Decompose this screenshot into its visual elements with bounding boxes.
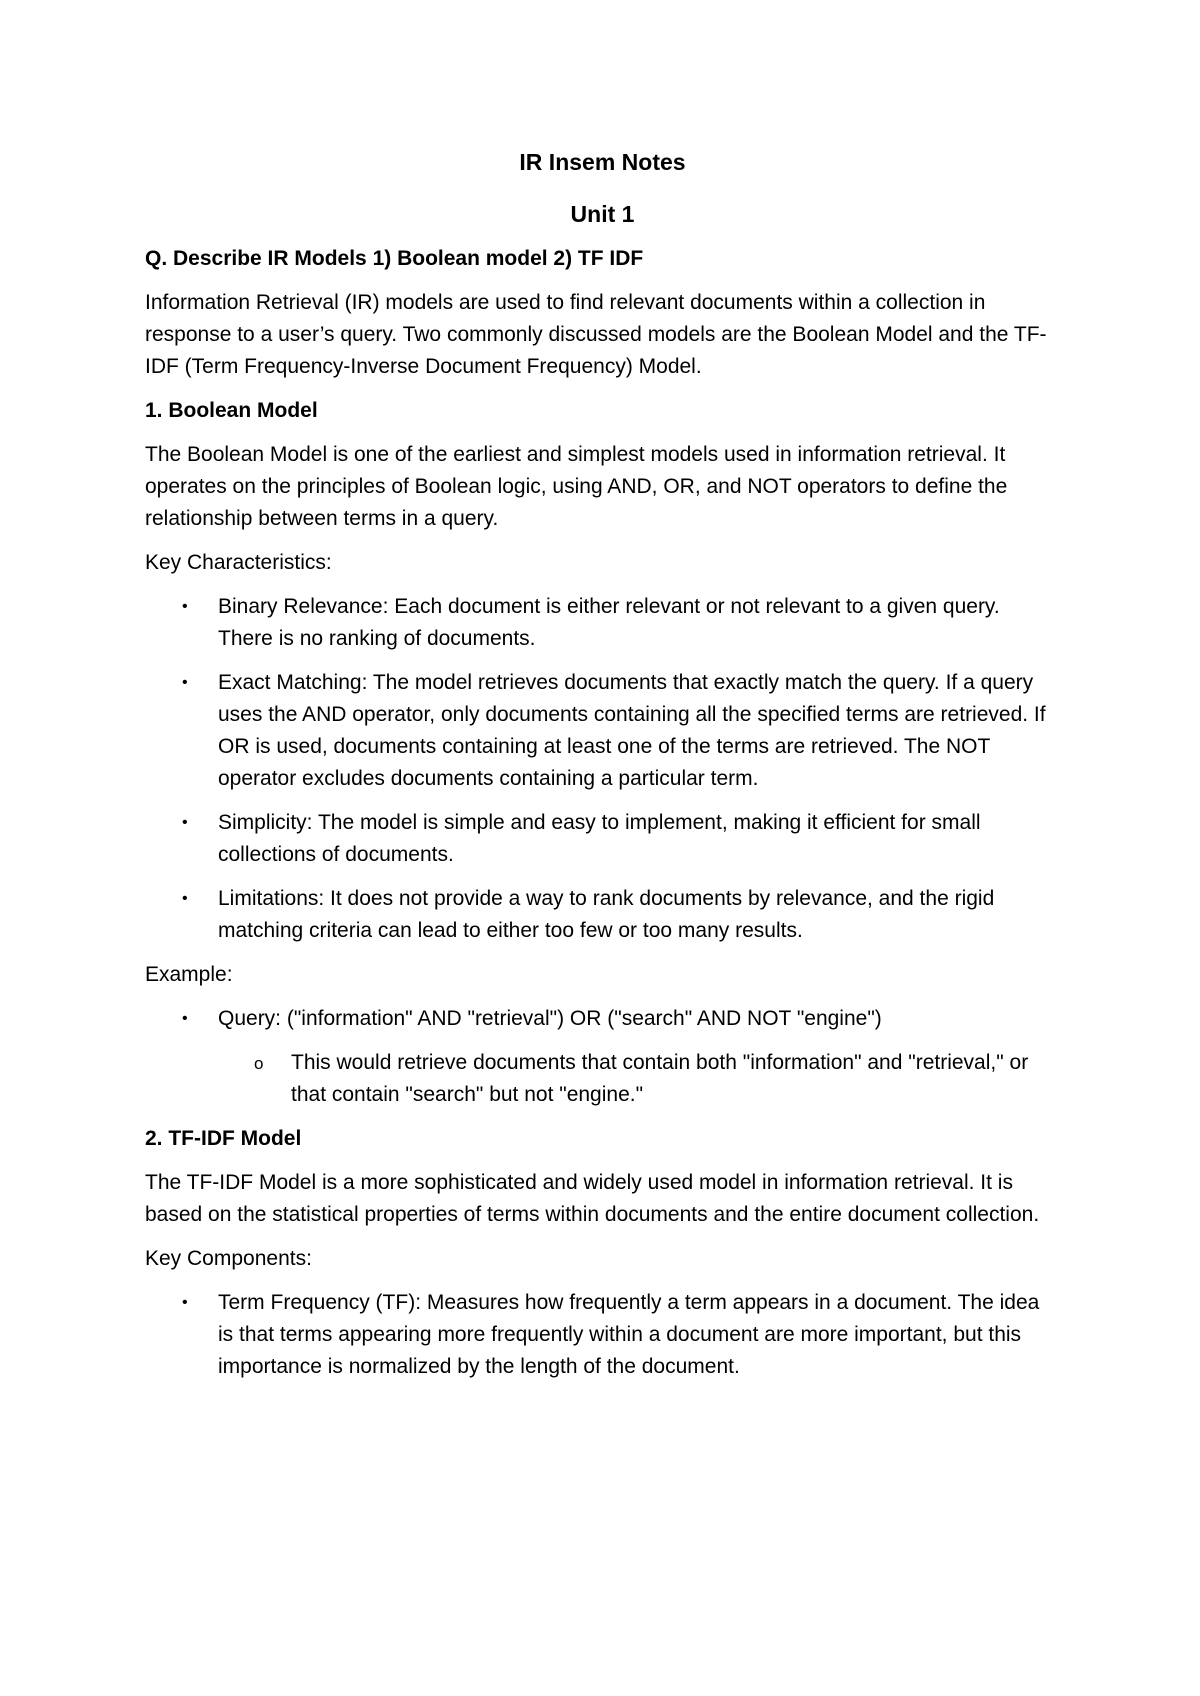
list-item bbox=[145, 1287, 1060, 1383]
list-item bbox=[145, 591, 1060, 655]
bullet-icon: • bbox=[182, 890, 188, 907]
characteristics-list bbox=[145, 591, 1060, 947]
list-item bbox=[218, 1047, 1060, 1111]
example-explanation: This would retrieve documents that contain both "information" and "retrieval," or that contain "search" but not "engine." bbox=[291, 1051, 1029, 1106]
list-item bbox=[145, 1003, 1060, 1111]
tfidf-model-description: The TF-IDF Model is a more sophisticated and widely used model in information retrieval. It is based on the statistical properties of terms within documents and the entire document collection. bbox=[145, 1171, 1040, 1226]
boolean-model-description: The Boolean Model is one of the earliest and simplest models used in information retrieval. It operates on the principles of Boolean logic, using AND, OR, and NOT operators to define the relationship between terms in a query. bbox=[145, 443, 1008, 530]
characteristic-text: Exact Matching: The model retrieves documents that exactly match the query. If a query uses the AND operator, only documents containing all the specified terms are retrieved. If OR is used, documents containing at least one of the terms are retrieved. The NOT operator excludes documents containing a particular term. bbox=[218, 671, 1046, 790]
characteristic-text: Binary Relevance: Each document is either relevant or not relevant to a given query. There is no ranking of documents. bbox=[218, 595, 1000, 650]
document-title: IR Insem Notes bbox=[519, 149, 686, 175]
component-text: Term Frequency (TF): Measures how frequently a term appears in a document. The idea is that terms appearing more frequently within a document are more important, but this importance is normalized by the length of the document. bbox=[218, 1291, 1040, 1378]
list-item bbox=[145, 883, 1060, 947]
example-query: Query: ("information" AND "retrieval") OR ("search" AND NOT "engine") bbox=[218, 1007, 882, 1030]
bullet-icon: • bbox=[182, 1010, 188, 1027]
example-label: Example: bbox=[145, 963, 233, 986]
characteristic-text: Simplicity: The model is simple and easy to implement, making it efficient for small collections of documents. bbox=[218, 811, 981, 866]
example-sub-list bbox=[218, 1047, 1060, 1111]
key-characteristics-label: Key Characteristics: bbox=[145, 551, 332, 574]
key-components-label: Key Components: bbox=[145, 1247, 312, 1270]
list-item bbox=[145, 807, 1060, 871]
tfidf-model-heading: 2. TF-IDF Model bbox=[145, 1127, 302, 1150]
bullet-icon: • bbox=[182, 674, 188, 691]
example-list bbox=[145, 1003, 1060, 1111]
characteristic-text: Limitations: It does not provide a way to rank documents by relevance, and the rigid matching criteria can lead to either too few or too many results. bbox=[218, 887, 995, 942]
components-list bbox=[145, 1287, 1060, 1383]
boolean-model-heading: 1. Boolean Model bbox=[145, 399, 318, 422]
bullet-icon: • bbox=[182, 814, 188, 831]
bullet-icon: • bbox=[182, 598, 188, 615]
list-item bbox=[145, 667, 1060, 795]
intro-paragraph: Information Retrieval (IR) models are used to find relevant documents within a collection in response to a user’s query. Two commonly discussed models are the Boolean Model and the TF-IDF (Term Frequency-Inverse Document Frequency) Model. bbox=[145, 291, 1047, 378]
bullet-icon: • bbox=[182, 1294, 188, 1311]
unit-title: Unit 1 bbox=[570, 201, 635, 227]
sub-bullet-icon: o bbox=[254, 1054, 264, 1073]
question-heading: Q. Describe IR Models 1) Boolean model 2) TF IDF bbox=[145, 247, 644, 270]
